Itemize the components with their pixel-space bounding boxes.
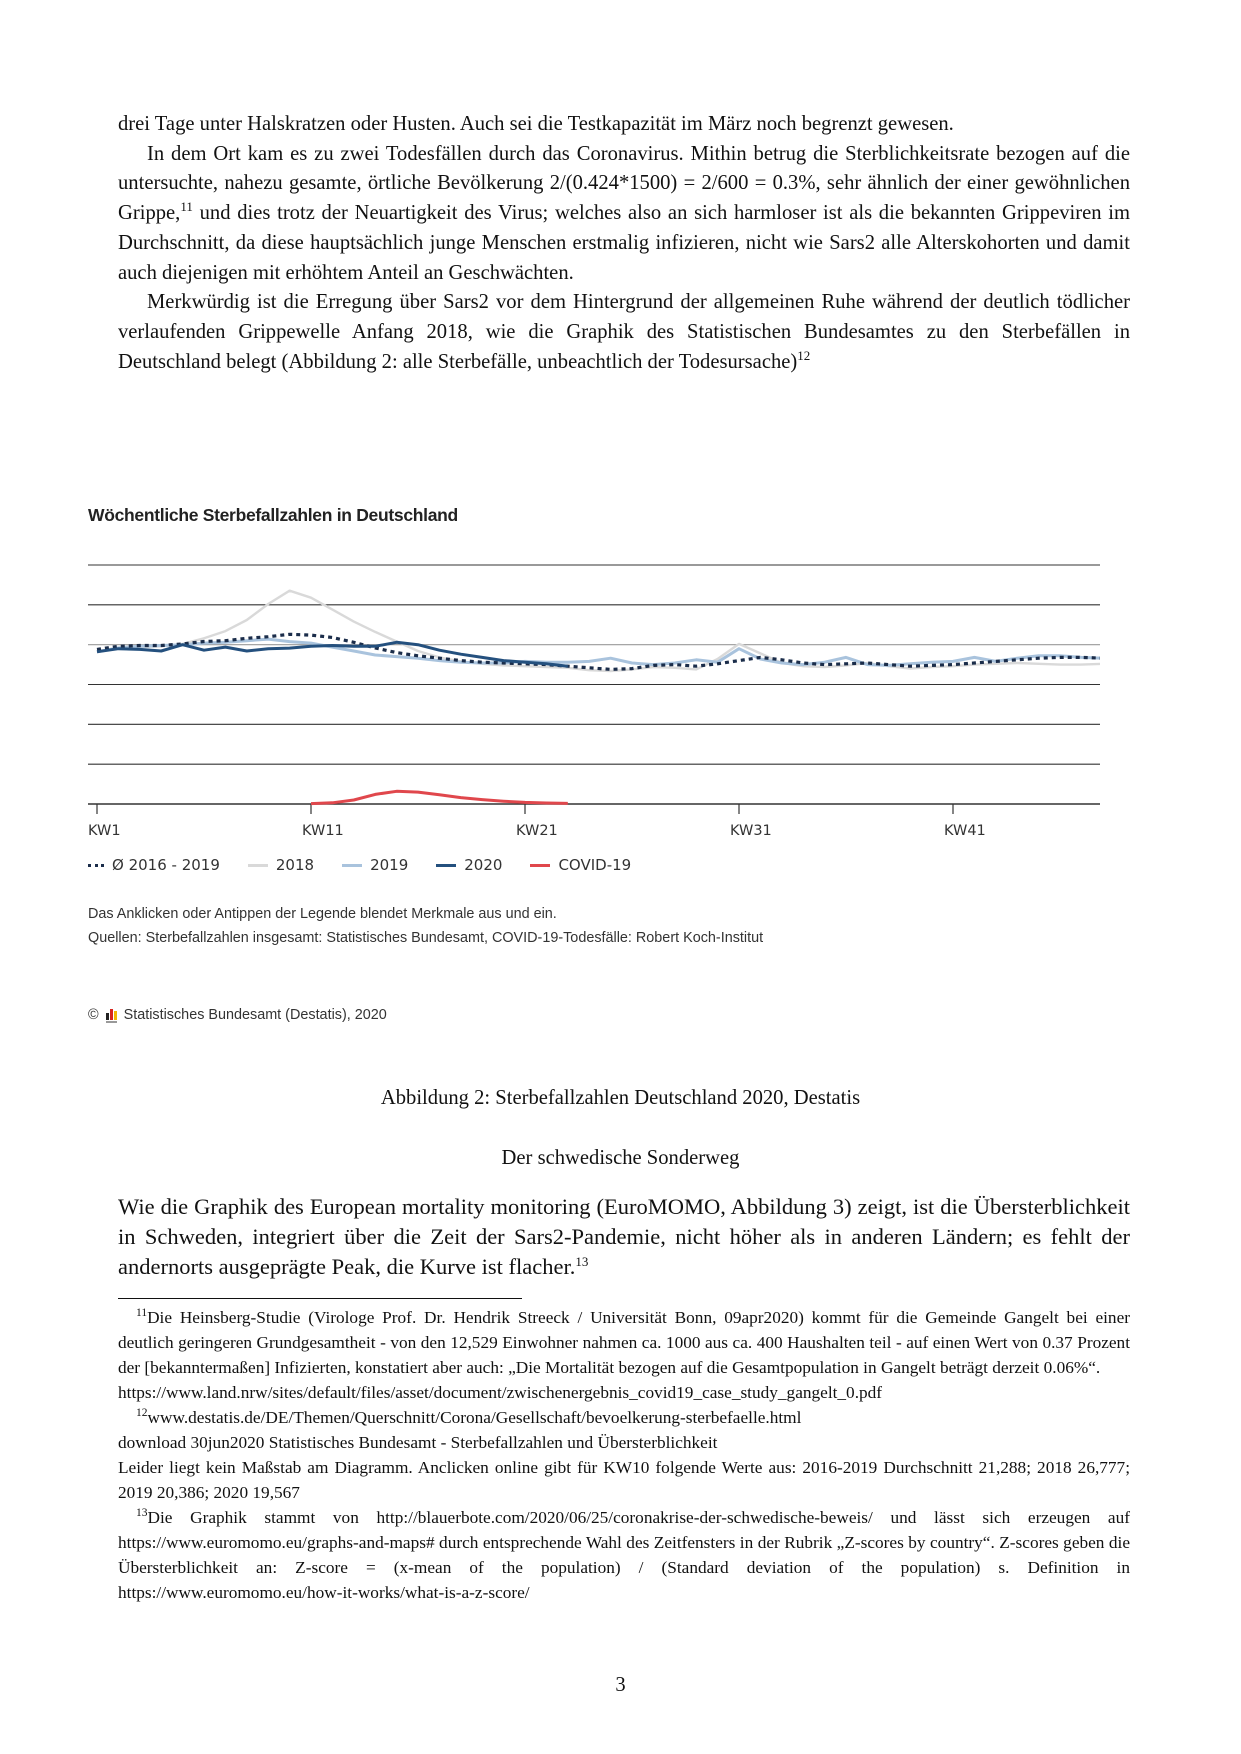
body-paragraphs: [118, 110, 1130, 377]
footnote-ref-13[interactable]: 13: [575, 1254, 589, 1269]
chart-sources: Quellen: Sterbefallzahlen insgesamt: Statistisches Bundesamt, COVID-19-Todesfälle: Robert Koch-Institut: [88, 930, 764, 946]
chart-copyright: [88, 1007, 387, 1023]
figure-caption: Abbildung 2: Sterbefallzahlen Deutschland 2020, Destatis: [380, 1087, 861, 1109]
chart-title: Wöchentliche Sterbefallzahlen in Deutschland: [88, 505, 458, 525]
paragraph-sweden: Wie die Graphik des European mortality monitoring (EuroMOMO, Abbildung 3) zeigt, ist die Übersterblichkeit in Schweden, integriert über die Zeit der Sars2-Pandemie, nicht höher als in anderen Ländern; es fehlt der andernorts ausgeprägte Peak, die Kurve ist flacher.$^{13}$: [118, 1194, 1130, 1279]
footnote-12-download: download 30jun2020 Statistisches Bundesamt - Sterbefallzahlen und Übersterblichkeit: [118, 1433, 718, 1452]
page-number: 3: [615, 1674, 626, 1696]
copyright-text: Statistisches Bundesamt (Destatis), 2020: [123, 1007, 387, 1023]
legend-label: 2018: [275, 856, 315, 874]
series-line-covid-19[interactable]: [311, 791, 568, 803]
footnote-12-values: Leider liegt kein Maßstab am Diagramm. Anclicken online gibt für KW10 folgende Werte aus: 2016-2019 Durchschnitt 21,288; 2018 26,777; 2019 20,386; 2020 19,567: [118, 1458, 1130, 1502]
legend-hint: Das Anklicken oder Antippen der Legende blendet Merkmale aus und ein.: [88, 906, 557, 922]
chart-notes: [88, 902, 763, 950]
footnote-11-url[interactable]: https://www.land.nrw/sites/default/files/asset/document/zwischenergebnis_covid19_case_study_gangelt_0.pdf: [118, 1383, 883, 1402]
chart-legend: [88, 856, 631, 874]
legend-swatch-icon: [436, 864, 456, 867]
x-tick-label: KW1: [88, 823, 121, 839]
legend-swatch-icon: [248, 864, 268, 867]
paragraph-3: Merkwürdig ist die Erregung über Sars2 vor dem Hintergrund der allgemeinen Ruhe während der deutlich tödlicher verlaufenden Grippewelle Anfang 2018, wie die Graphik des Statistischen Bundesamtes zu den Sterbefällen in Deutschland belegt (Abbildung 2: alle Sterbefälle, unbeachtlich der Todesursache)$^{12}$: [118, 291, 1130, 373]
footnote-12: $^{12}$www.destatis.de/DE/Themen/Querschnitt/Corona/Gesellschaft/bevoelkerung-sterbefaelle.html: [136, 1407, 802, 1427]
legend-item-average[interactable]: [88, 856, 220, 874]
x-tick-label: KW21: [516, 823, 558, 839]
legend-swatch-icon: [342, 864, 362, 867]
footnote-11: $^{11}$Die Heinsberg-Studie (Virologe Prof. Dr. Hendrik Streeck / Universität Bonn, 09apr2020) kommt für die Gemeinde Gangelt bei einer deutlich geringeren Grundgesamtheit - von den 12,529 Einwohner nahmen ca. 1000 aus ca. 400 Haushalten teil - auf einen Wert von 0.37 Prozent der [bekanntermaßen] Infizierten, konstatiert aber auch: „Die Mortalität bezogen auf die Gesamtpopulation in Gangelt beträgt derzeit 0.06%“.: [118, 1307, 1130, 1377]
figure-destatis-chart: [88, 500, 1100, 1040]
destatis-logo-icon: [106, 1008, 117, 1023]
legend-item-2020[interactable]: [436, 856, 502, 874]
line-chart: [88, 540, 1100, 850]
footnote-12-url[interactable]: www.destatis.de/DE/Themen/Querschnitt/Corona/Gesellschaft/bevoelkerung-sterbefaelle.html: [147, 1408, 802, 1427]
legend-label: Ø 2016 - 2019: [112, 856, 220, 874]
legend-swatch-icon: [88, 864, 104, 867]
footnote-divider: [118, 1298, 522, 1299]
footnotes: [118, 1305, 1130, 1605]
section-heading: Der schwedische Sonderweg: [501, 1147, 740, 1169]
legend-swatch-icon: [530, 864, 550, 867]
x-tick-label: KW31: [730, 823, 772, 839]
legend-item-covid-19[interactable]: [530, 856, 631, 874]
footnote-ref-11[interactable]: 11: [180, 199, 193, 215]
footnote-ref-12[interactable]: 12: [797, 347, 811, 363]
legend-label: 2020: [464, 856, 503, 874]
legend-item-2019[interactable]: [342, 856, 408, 874]
x-tick-label: KW41: [944, 823, 986, 839]
copyright-symbol: ©: [88, 1007, 99, 1023]
footnote-13: $^{13}$Die Graphik stammt von http://blauerbote.com/2020/06/25/coronakrise-der-schwedische-beweis/ und lässt sich erzeugen auf https://www.euromomo.eu/graphs-and-maps# durch entsprechende Wahl des Zeitfensters in der Rubrik „Z-scores by country“. Z-scores geben die Übersterblichkeit an: Z-score = (x-mean of the population) / (Standard deviation of the population) s. Definition in https://www.euromomo.eu/how-it-works/what-is-a-z-score/: [118, 1507, 1130, 1602]
paragraph-2: In dem Ort kam es zu zwei Todesfällen durch das Coronavirus. Mithin betrug die Sterblichkeitsrate bezogen auf die untersuchte, nahezu gesamte, örtliche Bevölkerung 2/(0.424*1500) = 2/600 = 0.3%, sehr ähnlich der einer gewöhnlichen Grippe,$^{11}$ und dies trotz der Neuartigkeit des Virus; welches also an sich harmloser ist als die bekannten Grippeviren im Durchschnitt, da diese hauptsächlich junge Menschen erstmalig infizieren, nicht wie Sars2 alle Alterskohorten und damit auch diejenigen mit erhöhtem Anteil an Geschwächten.: [118, 142, 1130, 284]
paragraph-1: drei Tage unter Halskratzen oder Husten. Auch sei die Testkapazität im März noch begrenzt gewesen.: [118, 113, 954, 135]
legend-label: COVID-19: [558, 856, 632, 874]
legend-item-2018[interactable]: [248, 856, 314, 874]
legend-label: 2019: [370, 856, 409, 874]
x-tick-label: KW11: [302, 823, 344, 839]
